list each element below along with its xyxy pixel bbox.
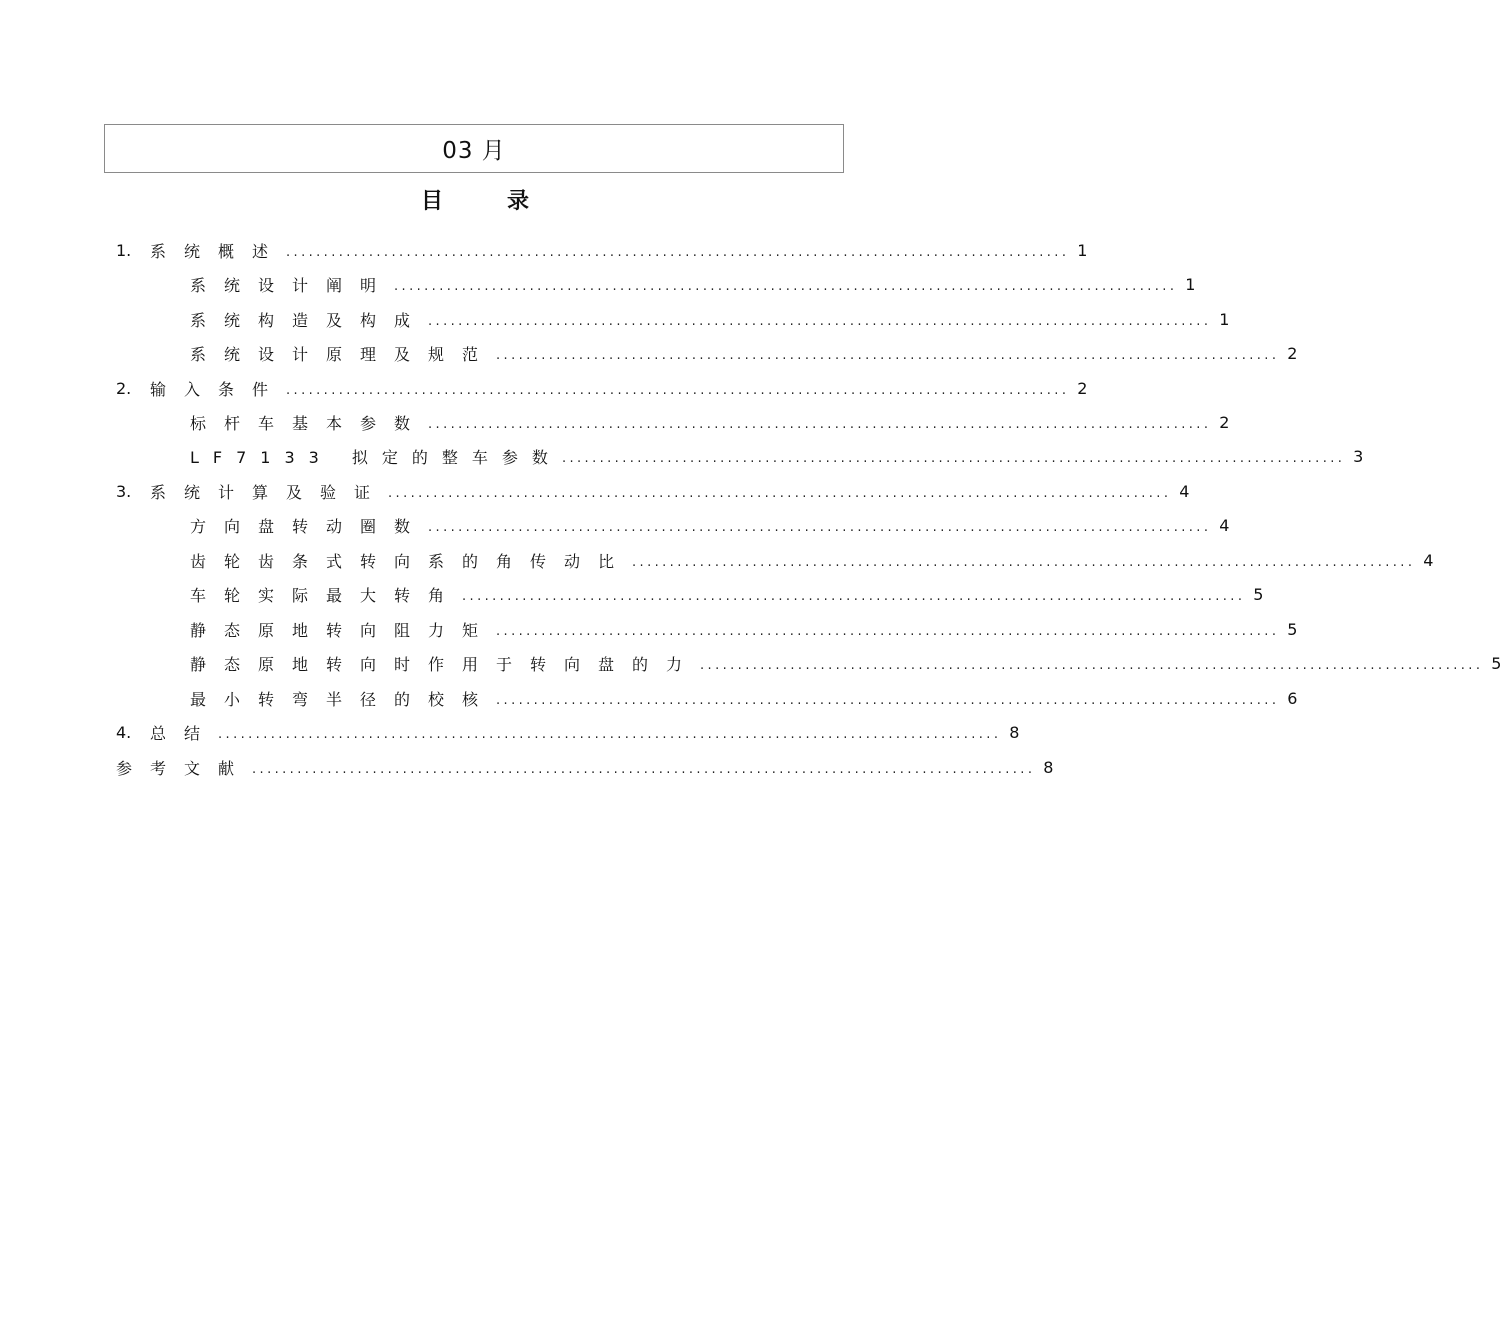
toc-entry-label: 标杆车基本参数 — [190, 413, 429, 433]
toc-leader-dots: ........................................................................................................ — [462, 588, 1246, 604]
toc-entry-page: 2 — [1287, 343, 1298, 363]
toc-entry-number: 3. — [116, 481, 132, 501]
toc-entry[interactable] — [116, 480, 1190, 502]
toc-entry[interactable] — [190, 411, 1230, 433]
toc-leader-dots: ........................................................................................................ — [428, 519, 1212, 535]
toc-entry-number: 2. — [116, 378, 132, 398]
toc-entry-number: 1. — [116, 240, 132, 260]
toc-entry-page: 1 — [1077, 240, 1088, 260]
toc-leader-dots: ........................................................................................................ — [388, 485, 1172, 501]
toc-entry-label: 静态原地转向时作用于转向盘的力 — [190, 654, 701, 674]
toc-entry[interactable] — [190, 583, 1264, 605]
toc-entry-label: 方向盘转动圈数 — [190, 516, 429, 536]
toc-leader-dots: ........................................................................................................ — [561, 450, 1346, 466]
toc-leader-dots: ........................................................................................................ — [286, 382, 1070, 398]
toc-leader-dots: ........................................................................................................ — [496, 623, 1280, 639]
toc-entry-page: 4 — [1179, 481, 1190, 501]
toc-entry[interactable] — [190, 652, 1501, 674]
toc-leader-dots: ........................................................................................................ — [428, 313, 1212, 329]
toc-entry[interactable] — [116, 239, 1088, 261]
toc-entry-label: 最小转弯半径的校核 — [190, 689, 497, 709]
toc-entry-label: 系统计算及验证 — [150, 482, 389, 502]
toc-entry-label: 输入条件 — [150, 379, 287, 399]
toc-leader-dots: ........................................................................................................ — [428, 416, 1212, 432]
toc-entry[interactable] — [116, 721, 1020, 743]
toc-entry[interactable] — [190, 687, 1298, 709]
toc-entry-page: 3 — [1353, 446, 1364, 466]
toc-entry[interactable] — [190, 549, 1434, 571]
toc-entry-label: 参考文献 — [116, 758, 253, 778]
toc-entry-page: 2 — [1219, 412, 1230, 432]
toc-leader-dots: ........................................................................................................ — [286, 244, 1070, 260]
toc-entry[interactable] — [116, 377, 1088, 399]
toc-entry-label: LF7133 拟定的整车参数 — [190, 447, 562, 467]
toc-entry[interactable] — [190, 514, 1230, 536]
toc-entry-label: 总结 — [150, 723, 219, 743]
toc-entry[interactable] — [190, 445, 1364, 467]
toc-leader-dots: ........................................................................................................ — [218, 726, 1002, 742]
toc-entry-number: 4. — [116, 722, 132, 742]
toc-leader-dots: ........................................................................................................ — [394, 278, 1178, 294]
toc-entry-page: 1 — [1185, 274, 1196, 294]
toc-entry-label: 齿轮齿条式转向系的角传动比 — [190, 551, 633, 571]
toc-entry-page: 8 — [1009, 722, 1020, 742]
toc-leader-dots: ........................................................................................................ — [700, 657, 1484, 673]
toc-entry[interactable] — [190, 308, 1230, 330]
toc-entry[interactable] — [190, 618, 1298, 640]
toc-leader-dots: ........................................................................................................ — [496, 692, 1280, 708]
toc-entry[interactable] — [116, 756, 1054, 778]
toc-leader-dots: ........................................................................................................ — [252, 761, 1036, 777]
toc-entry-label: 系统构造及构成 — [190, 310, 429, 330]
toc-entry-page: 1 — [1219, 309, 1230, 329]
toc-entry[interactable] — [190, 273, 1196, 295]
toc-entry-label: 车轮实际最大转角 — [190, 585, 463, 605]
toc-entry-page: 4 — [1423, 550, 1434, 570]
toc-entry-page: 5 — [1253, 584, 1264, 604]
toc-leader-dots: ........................................................................................................ — [632, 554, 1416, 570]
header-text: 03 月 — [442, 138, 506, 164]
toc-entry-label: 静态原地转向阻力矩 — [190, 620, 497, 640]
toc-entry-page: 6 — [1287, 688, 1298, 708]
toc-entry-page: 5 — [1287, 619, 1298, 639]
toc-entry-page: 4 — [1219, 515, 1230, 535]
toc-entry-label: 系统概述 — [150, 241, 287, 261]
toc-entry-page: 2 — [1077, 378, 1088, 398]
toc-entry-page: 8 — [1043, 757, 1054, 777]
toc-entry[interactable] — [190, 342, 1298, 364]
toc-leader-dots: ........................................................................................................ — [496, 347, 1280, 363]
toc-entry-label: 系统设计原理及规范 — [190, 344, 497, 364]
toc-entry-label: 系统设计阐明 — [190, 275, 395, 295]
toc-entry-page: 5 — [1491, 653, 1501, 673]
toc-title: 目录 — [420, 189, 593, 214]
